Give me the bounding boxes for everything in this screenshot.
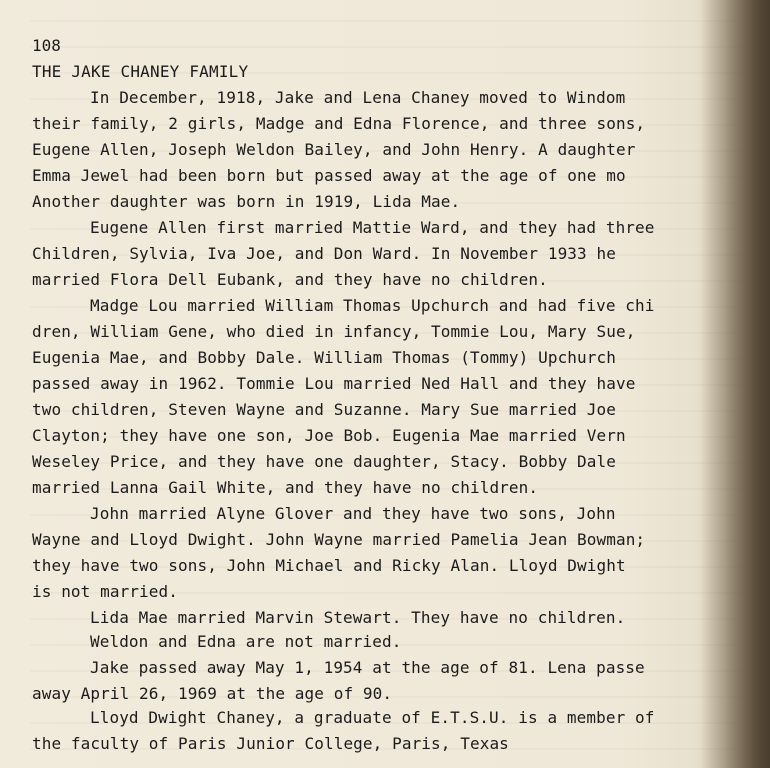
text-line: passed away in 1962. Tommie Lou married Ned Hall and they have bbox=[32, 374, 636, 393]
text-line: Eugene Allen first married Mattie Ward, and they had three bbox=[90, 218, 655, 237]
text-line: Emma Jewel had been born but passed away at the age of one mo bbox=[32, 166, 626, 185]
page-title: THE JAKE CHANEY FAMILY bbox=[32, 62, 249, 81]
text-line: Lloyd Dwight Chaney, a graduate of E.T.S.U. is a member of bbox=[90, 708, 655, 727]
page-binding-shadow bbox=[700, 0, 770, 768]
text-line: dren, William Gene, who died in infancy, Tommie Lou, Mary Sue, bbox=[32, 322, 636, 341]
text-line: their family, 2 girls, Madge and Edna Florence, and three sons, bbox=[32, 114, 646, 133]
text-line: Weseley Price, and they have one daughter, Stacy. Bobby Dale bbox=[32, 452, 616, 471]
text-line: Eugenia Mae, and Bobby Dale. William Thomas (Tommy) Upchurch bbox=[32, 348, 616, 367]
text-line: John married Alyne Glover and they have two sons, John bbox=[90, 504, 616, 523]
text-line: Weldon and Edna are not married. bbox=[90, 632, 402, 651]
text-line: Children, Sylvia, Iva Joe, and Don Ward. In November 1933 he bbox=[32, 244, 616, 263]
text-line: the faculty of Paris Junior College, Paris, Texas bbox=[32, 734, 509, 753]
text-line: married Flora Dell Eubank, and they have no children. bbox=[32, 270, 548, 289]
text-line: In December, 1918, Jake and Lena Chaney moved to Windom bbox=[90, 88, 626, 107]
text-line: they have two sons, John Michael and Ricky Alan. Lloyd Dwight bbox=[32, 556, 626, 575]
text-line: Wayne and Lloyd Dwight. John Wayne married Pamelia Jean Bowman; bbox=[32, 530, 646, 549]
text-line: Jake passed away May 1, 1954 at the age of 81. Lena passe bbox=[90, 658, 645, 677]
text-line: Madge Lou married William Thomas Upchurch and had five chi bbox=[90, 296, 655, 315]
text-line: two children, Steven Wayne and Suzanne. Mary Sue married Joe bbox=[32, 400, 616, 419]
text-line: Lida Mae married Marvin Stewart. They have no children. bbox=[90, 608, 626, 627]
text-line: away April 26, 1969 at the age of 90. bbox=[32, 684, 393, 703]
text-line: Another daughter was born in 1919, Lida Mae. bbox=[32, 192, 461, 211]
text-line: Clayton; they have one son, Joe Bob. Eugenia Mae married Vern bbox=[32, 426, 626, 445]
text-line: is not married. bbox=[32, 582, 178, 601]
text-line: married Lanna Gail White, and they have no children. bbox=[32, 478, 539, 497]
page-number: 108 bbox=[32, 36, 61, 55]
text-line: Eugene Allen, Joseph Weldon Bailey, and John Henry. A daughter bbox=[32, 140, 636, 159]
